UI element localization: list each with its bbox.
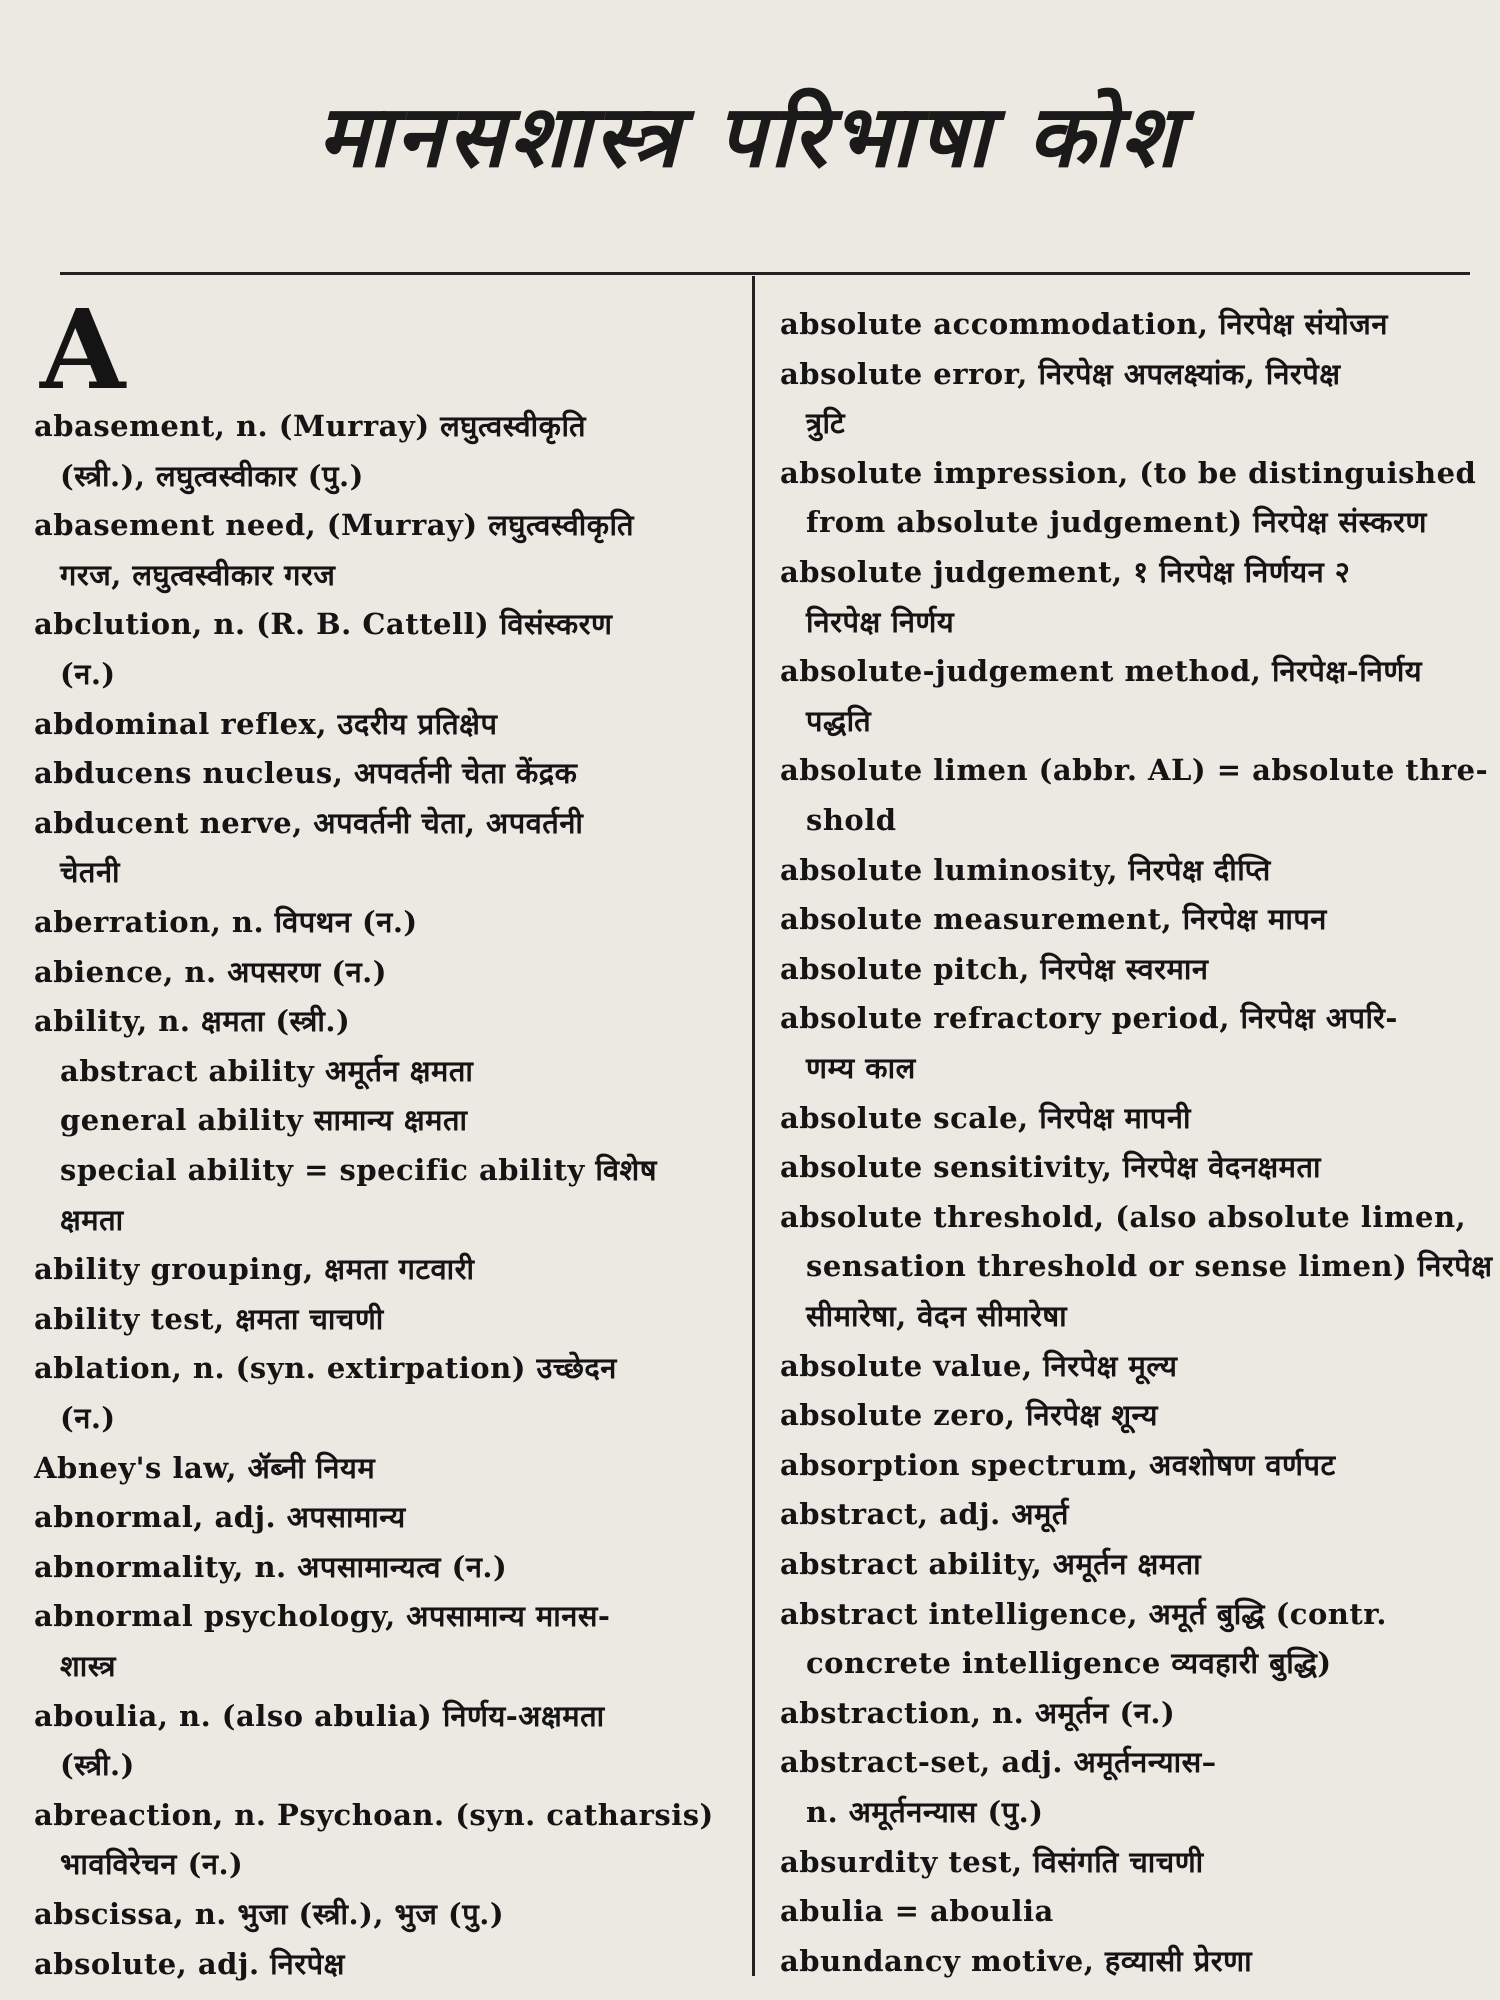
dictionary-line: सीमारेषा, वेदन सीमारेषा [806,1299,1068,1333]
dictionary-line: णम्य काल [806,1051,916,1085]
dictionary-line: absolute accommodation, निरपेक्ष संयोजन [780,307,1388,341]
dictionary-line: absolute-judgement method, निरपेक्ष-निर्णय [780,654,1423,689]
dictionary-line: (न.) [60,1401,116,1435]
dictionary-line: abducens nucleus, अपवर्तनी चेता केंद्रक [34,756,578,791]
dictionary-line: absolute, adj. निरपेक्ष [34,1946,345,1981]
dictionary-line: abulia = aboulia [780,1894,1054,1929]
title-rule [60,272,1470,275]
dictionary-line: shold [806,803,897,837]
dictionary-line: absolute sensitivity, निरपेक्ष वेदनक्षमता [780,1150,1322,1185]
dictionary-line: (स्त्री.), लघुत्वस्वीकार (पु.) [60,458,364,493]
dictionary-line: absolute pitch, निरपेक्ष स्वरमान [780,951,1209,986]
dictionary-line: from absolute judgement) निरपेक्ष संस्करण [806,505,1427,540]
dictionary-line: absolute measurement, निरपेक्ष मापन [780,902,1327,937]
dictionary-line: (स्त्री.) [60,1748,135,1783]
dictionary-line: abstract-set, adj. अमूर्तनन्यास– [780,1745,1217,1780]
dictionary-line: ablation, n. (syn. extirpation) उच्छेदन [34,1351,617,1386]
dictionary-line: absolute limen (abbr. AL) = absolute thre- [780,753,1489,788]
dictionary-line: abnormal psychology, अपसामान्य मानस- [34,1599,611,1634]
dictionary-line: ability, n. क्षमता (स्त्री.) [34,1004,351,1039]
dictionary-line: absolute refractory period, निरपेक्ष अपरि- [780,1001,1398,1036]
dictionary-line: absolute value, निरपेक्ष मूल्य [780,1348,1178,1383]
dictionary-line: (न.) [60,657,116,691]
dictionary-line: abstraction, n. अमूर्तन (न.) [780,1695,1176,1730]
dictionary-line: abstract intelligence, अमूर्त बुद्धि (contr. [780,1596,1387,1631]
dictionary-line: absolute scale, निरपेक्ष मापनी [780,1100,1191,1135]
column-divider [752,276,755,1976]
dictionary-line: abundancy motive, हव्यासी प्रेरणा [780,1943,1253,1978]
dictionary-line: abreaction, n. Psychoan. (syn. catharsis) [34,1797,714,1832]
dictionary-line: abdominal reflex, उदरीय प्रतिक्षेप [34,706,498,741]
dictionary-line: पद्धति [806,703,872,738]
dictionary-line: शास्त्र [60,1649,117,1683]
dictionary-line: त्रुटि [806,406,846,441]
dictionary-line: special ability = specific ability विशेष [60,1153,658,1187]
dictionary-line: abclution, n. (R. B. Cattell) विसंस्करण [34,607,613,642]
dictionary-line: aberration, n. विपथन (न.) [34,905,418,939]
dictionary-line: चेतनी [60,855,121,890]
dictionary-line: abasement need, (Murray) लघुत्वस्वीकृति [34,508,635,543]
section-letter: A [40,285,126,414]
dictionary-line: sensation threshold or sense limen) निरपेक्ष [806,1249,1493,1284]
dictionary-line: absolute judgement, १ निरपेक्ष निर्णयन २ [780,555,1351,589]
dictionary-line: abscissa, n. भुजा (स्त्री.), भुज (पु.) [34,1897,505,1931]
dictionary-line: abstract, adj. अमूर्त [780,1497,1069,1532]
dictionary-line: absorption spectrum, अवशोषण वर्णपट [780,1447,1336,1482]
dictionary-line: ability test, क्षमता चाचणी [34,1301,384,1336]
dictionary-line: absolute impression, (to be distinguished [780,455,1477,490]
dictionary-line: abstract ability, अमूर्तन क्षमता [780,1547,1202,1581]
dictionary-line: abstract ability अमूर्तन क्षमता [60,1053,474,1088]
dictionary-line: abnormality, n. अपसामान्यत्व (न.) [34,1549,508,1584]
dictionary-line: absolute error, निरपेक्ष अपलक्ष्यांक, निरपेक्ष [780,356,1341,391]
dictionary-line: गरज, लघुत्वस्वीकार गरज [60,557,336,592]
dictionary-line: ability grouping, क्षमता गटवारी [34,1252,475,1287]
dictionary-line: abnormal, adj. अपसामान्य [34,1500,406,1535]
dictionary-line: absolute zero, निरपेक्ष शून्य [780,1398,1158,1433]
dictionary-line: n. अमूर्तनन्यास (पु.) [806,1795,1044,1829]
dictionary-line: निरपेक्ष निर्णय [806,604,955,639]
dictionary-line: general ability सामान्य क्षमता [60,1103,468,1138]
dictionary-line: abducent nerve, अपवर्तनी चेता, अपवर्तनी [34,805,584,840]
dictionary-line: absolute threshold, (also absolute limen, [780,1199,1467,1234]
dictionary-line: concrete intelligence व्यवहारी बुद्धि) [806,1646,1332,1681]
dictionary-line: absolute luminosity, निरपेक्ष दीप्ति [780,852,1271,887]
dictionary-line: absurdity test, विसंगति चाचणी [780,1844,1204,1879]
dictionary-line: क्षमता [60,1202,124,1237]
dictionary-line: Abney's law, ॲब्नी नियम [34,1450,376,1485]
dictionary-line: abasement, n. (Murray) लघुत्वस्वीकृति [34,409,586,443]
dictionary-line: भावविरेचन (न.) [60,1847,244,1882]
dictionary-line: aboulia, n. (also abulia) निर्णय-अक्षमता [34,1698,605,1733]
page-title: मानसशास्त्र परिभाषा कोश [317,87,1183,187]
dictionary-line: abience, n. अपसरण (न.) [34,954,387,989]
